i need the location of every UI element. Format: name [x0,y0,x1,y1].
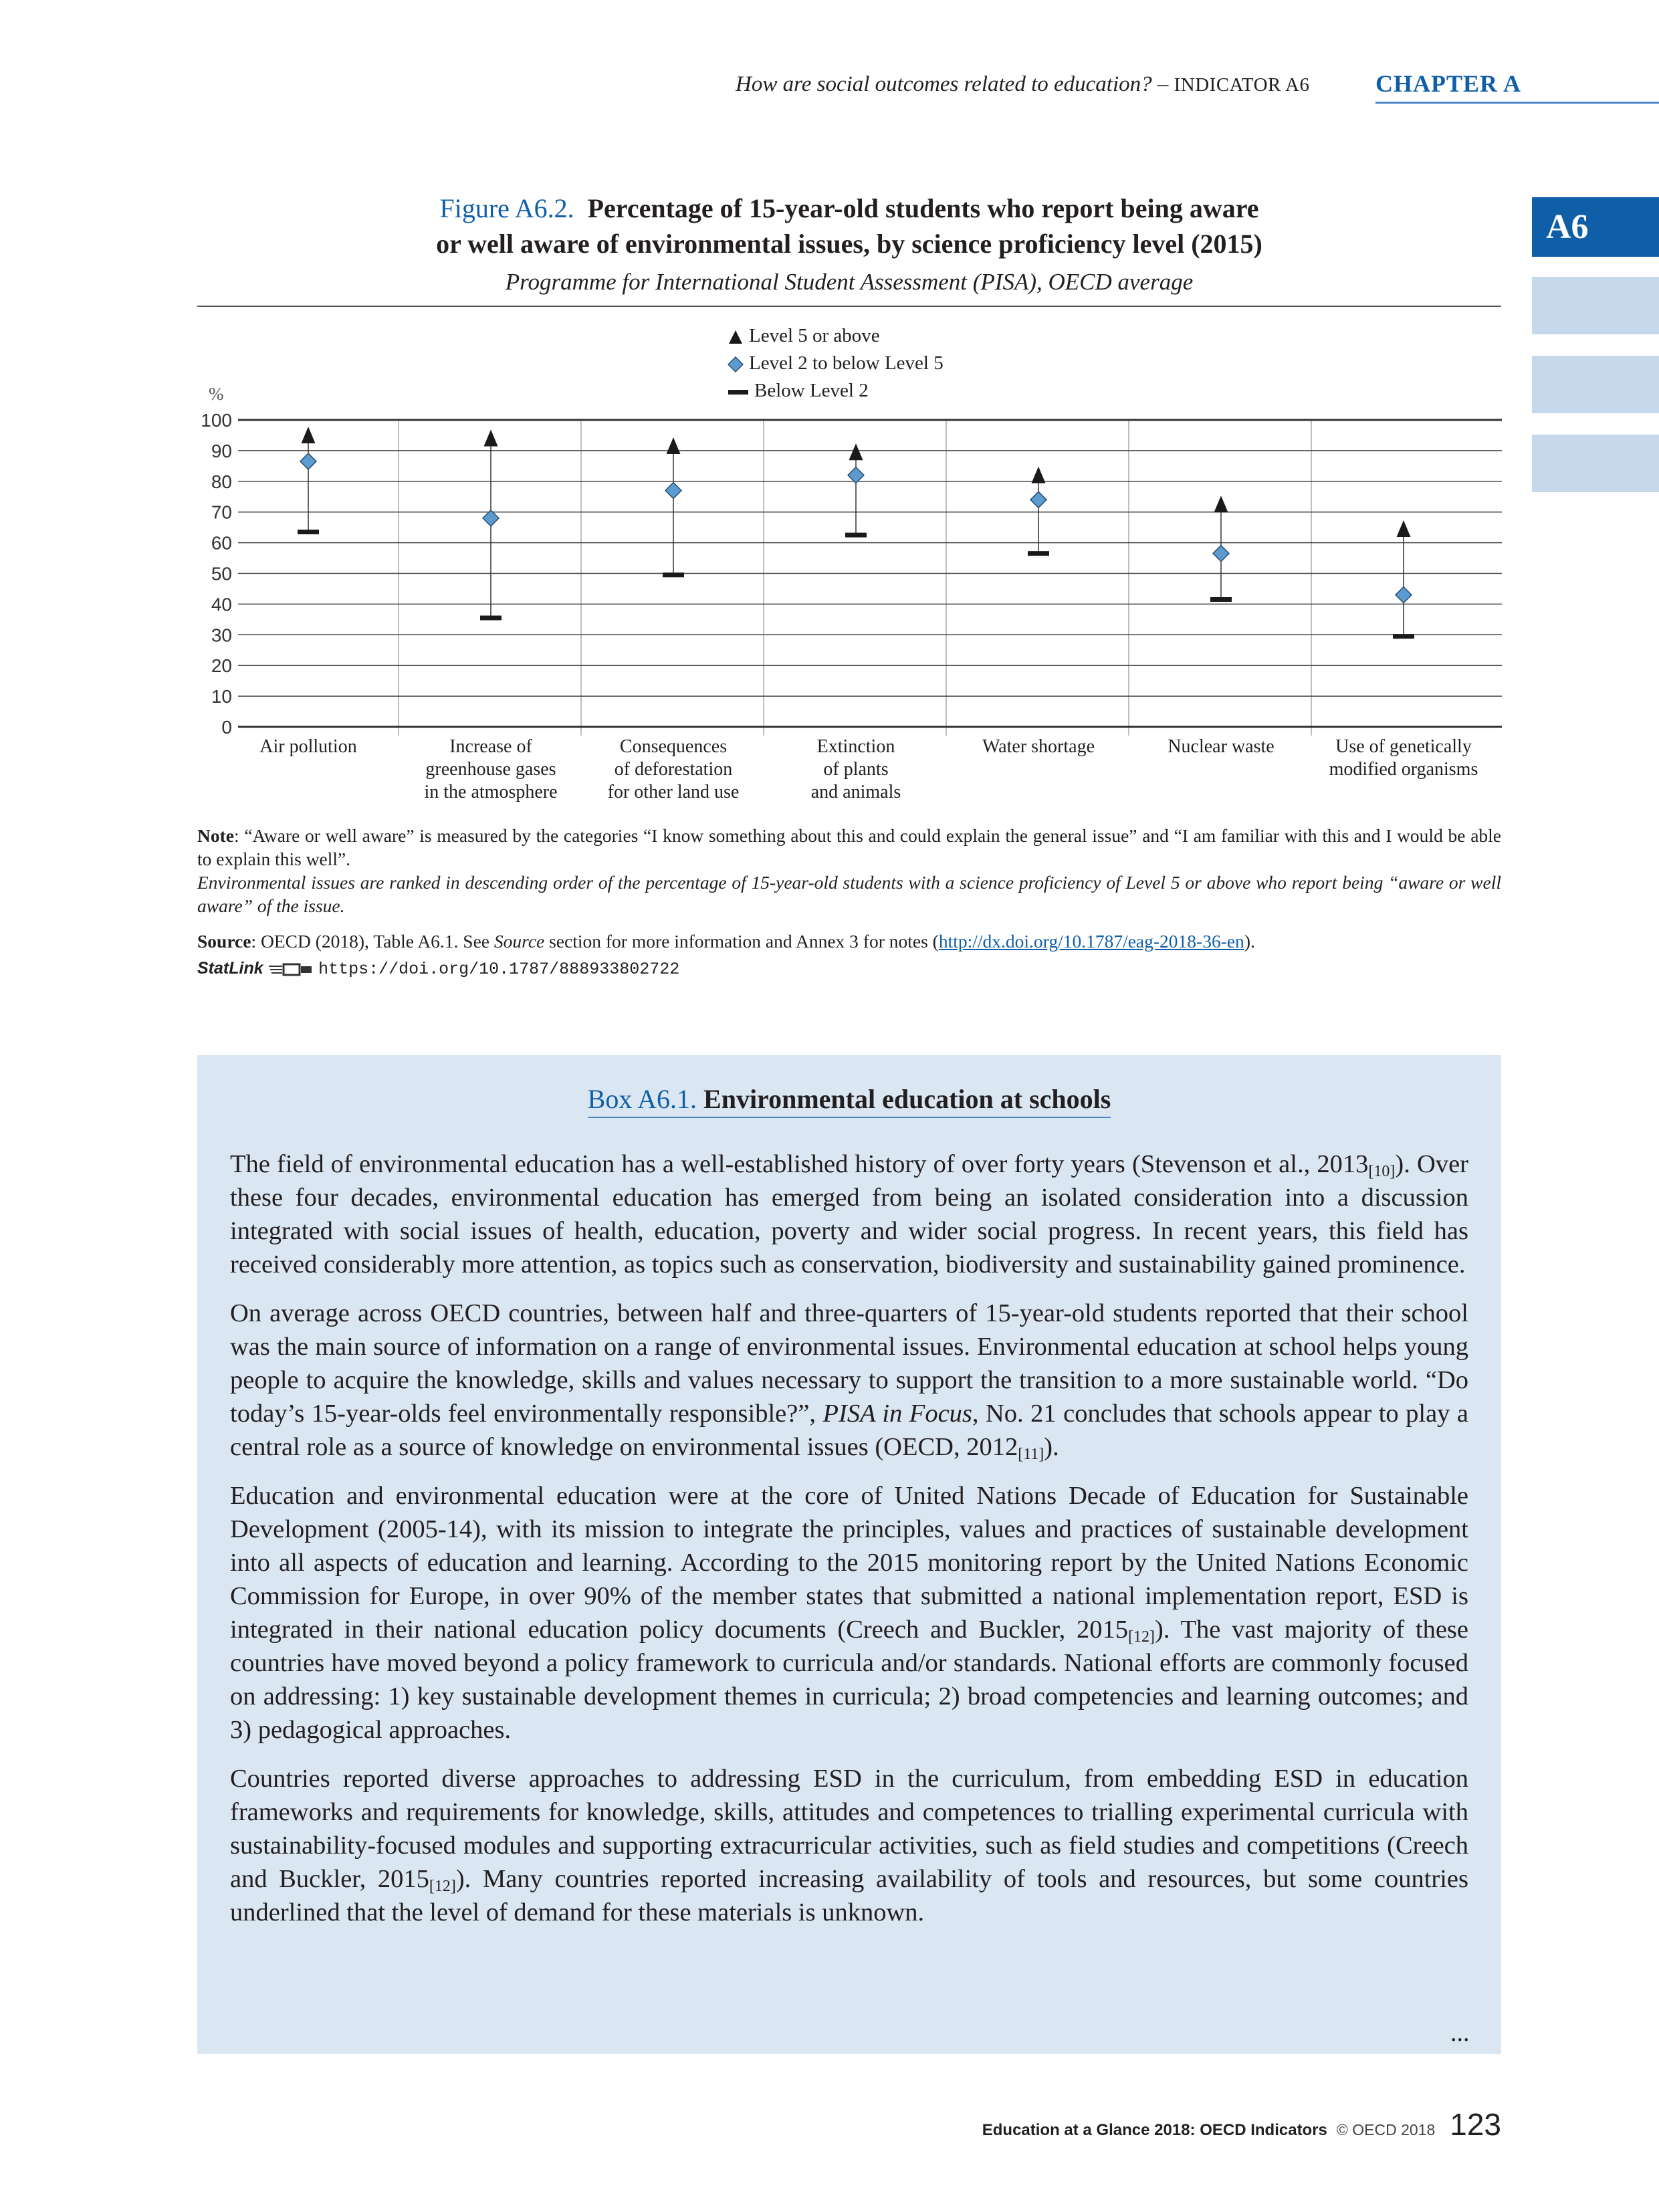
level5-triangle-marker [1397,520,1411,537]
statlink-label: StatLink [197,959,263,978]
source-note [197,929,1501,953]
statlink-logo-icon [267,962,314,977]
paragraph: Countries reported diverse approaches to addressing ESD in the curriculum, from embedding ESD in education frameworks and requirements for knowledge, skills, attitudes and competences to trialling experimental curricula with sustainability-focused modules and supporting extracurricular activities, such as field studies and competitions (Creech and Buckler, $2015_{[12]}$). Many countries reported increasing availability of tools and resources, but some countries underlined that the level of demand for these materials is unknown. [230,1765,1468,1926]
figure-number: Figure A6.2. [439,193,574,223]
side-tab-blank [1532,277,1659,334]
legend-label: Level 2 to below Level 5 [749,352,944,374]
source-text: : OECD (2018), Table A6.1. See [251,931,494,952]
y-tick-label: 40 [211,594,232,615]
level5-triangle-marker [849,443,863,460]
indicator-label: INDICATOR A6 [1174,74,1310,96]
paragraph: The field of environmental education has a well-established history of over forty years (Stevenson et al., $2013_{[10]}$). Over these four decades, environmental education has emerged from being an isolated consideration into a discussion integrated with social issues of health, education, poverty and wider social progress. In recent years, this field has received considerably more attention, as topics such as conservation, biodiversity and sustainability gained prominence. [230,1150,1468,1279]
figure-title-line2: or well aware of environmental issues, by science proficiency level (2015) [436,229,1262,259]
level2-diamond-marker [483,510,499,526]
below-level2-marker [298,530,319,534]
chapter-rule [1375,102,1659,104]
source-label: Source [197,931,251,952]
level5-triangle-marker [302,427,316,443]
category-label: Air pollution [259,736,357,757]
below-level2-marker [1393,634,1414,639]
below-level2-marker [1028,551,1049,556]
y-tick-label: 10 [211,686,232,707]
legend-item-below2 [728,380,869,402]
level5-triangle-marker [1032,467,1046,483]
figure-note [197,824,1501,871]
box-number: Box A6.1. [587,1084,697,1114]
category-label: Increase of greenhouse gases in the atmosphere [424,736,558,802]
side-tab-a6: A6 [1532,197,1659,257]
source-link[interactable]: http://dx.doi.org/10.1787/eag-2018-36-en [938,931,1244,952]
y-tick-label: 60 [211,532,232,554]
figure-subtitle: Programme for International Student Assessment (PISA), OECD average [505,269,1194,295]
level2-diamond-marker [665,483,681,499]
note-label: Note [197,825,234,846]
below-level2-marker [480,616,502,621]
copyright: © OECD 2018 [1336,2121,1436,2138]
legend-item-level2 [728,352,944,374]
box-title [197,1083,1501,1115]
level2-diamond-marker [1396,587,1412,603]
statlink-url[interactable]: https://doi.org/10.1787/888933802722 [318,960,680,979]
publication-title: Education at a Glance 2018: OECD Indicators [982,2121,1327,2139]
y-tick-label: 70 [211,502,232,523]
y-tick-label: 50 [211,563,232,584]
level5-triangle-marker [484,430,498,447]
reference: [12] [1128,1628,1155,1646]
figure-title [197,191,1501,261]
legend-label: Level 5 or above [749,325,880,346]
ranking-note: Environmental issues are ranked in descending order of the percentage of 15-year-old students with a science proficiency of Level 5 or above who report being “aware or well aware” of the issue. [197,872,1501,916]
running-title: How are social outcomes related to education? [736,72,1152,96]
level2-diamond-marker [848,467,864,483]
category-label: Water shortage [982,736,1095,757]
below-level2-marker [1210,597,1232,602]
side-tab-blank [1532,356,1659,413]
below-level2-marker [663,572,684,577]
level2-diamond-marker [300,453,316,469]
figure-title-line1: Percentage of 15-year-old students who report being aware [587,193,1259,223]
level2-diamond-marker [1213,546,1229,562]
y-tick-label: 80 [211,471,232,492]
category-label: Consequences of deforestation for other land use [607,736,740,802]
continuation-ellipsis: ... [1450,2019,1470,2047]
page-number: 123 [1450,2107,1501,2142]
box-body [230,1147,1468,1945]
reference: [11] [1018,1446,1044,1463]
category-label: Use of genetically modified organisms [1329,736,1478,780]
source-italic: Source [493,931,545,952]
source-text: section for more information and Annex 3 for notes ( [544,931,939,952]
y-tick-label: 20 [211,655,232,677]
legend-item-level5 [728,325,880,347]
y-tick-label: 100 [201,410,232,431]
reference: [12] [429,1878,456,1895]
box-title-text: Environmental education at schools [703,1084,1111,1114]
below-level2-marker [845,533,867,538]
chart [194,401,1505,736]
legend-label: Below Level 2 [754,380,869,401]
y-tick-label: 90 [211,440,232,461]
paragraph: On average across OECD countries, between half and three-quarters of 15-year-old students reported that their school was the main source of information on a range of environmental issues. Environmental education at school helps young people to acquire the knowledge, skills and values necessary to support the transition to a more sustainable world. “Do today’s 15-year-olds feel environmentally responsible?”, PISA in Focus, No. 21 concludes that schools appear to play a central role as a source of knowledge on environmental issues (OECD, $2012_{[11]}$). [230,1299,1468,1463]
figure-rule [197,306,1501,307]
bar-marker-icon [728,384,749,400]
chapter-label: CHAPTER A [1375,70,1522,97]
header-separator: – [1151,72,1174,96]
y-tick-label: 30 [211,625,232,646]
paragraph: Education and environmental education were at the core of United Nations Decade of Education for Sustainable Development (2005-14), with its mission to integrate the principles, values and practices of sustainable development into all aspects of education and learning. According to the 2015 monitoring report by the United Nations Economic Commission for Europe, in over 90% of the member states that submitted a national implementation report, ESD is integrated in their national education policy documents (Creech and Buckler, $2015_{[12]}$). The vast majority of these countries have moved beyond a policy framework to curricula and/or standards. National efforts are commonly focused on addressing: 1) key sustainable development themes in curricula; 2) broad competencies and learning outcomes; and 3) pedagogical approaches. [230,1482,1468,1744]
category-label: Nuclear waste [1168,736,1275,757]
level5-triangle-marker [1214,495,1228,512]
y-tick-label: 0 [221,717,232,736]
diamond-icon [728,356,744,372]
page-footer [982,2106,1501,2142]
level5-triangle-marker [667,437,681,454]
statlink[interactable] [197,959,679,979]
source-text: ). [1244,931,1255,952]
level2-diamond-marker [1030,491,1046,508]
side-tab-blank [1532,435,1659,492]
reference: [10] [1368,1163,1396,1180]
y-axis-unit: % [209,384,224,404]
category-label: Extinction of plants and animals [810,736,901,802]
note-text: : “Aware or well aware” is measured by the categories “I know something about this and could explain the general issue” and “I am familiar with this and I would be able to explain this well”. [197,825,1501,869]
triangle-icon [728,329,744,345]
box-a6-1 [197,1055,1501,2054]
